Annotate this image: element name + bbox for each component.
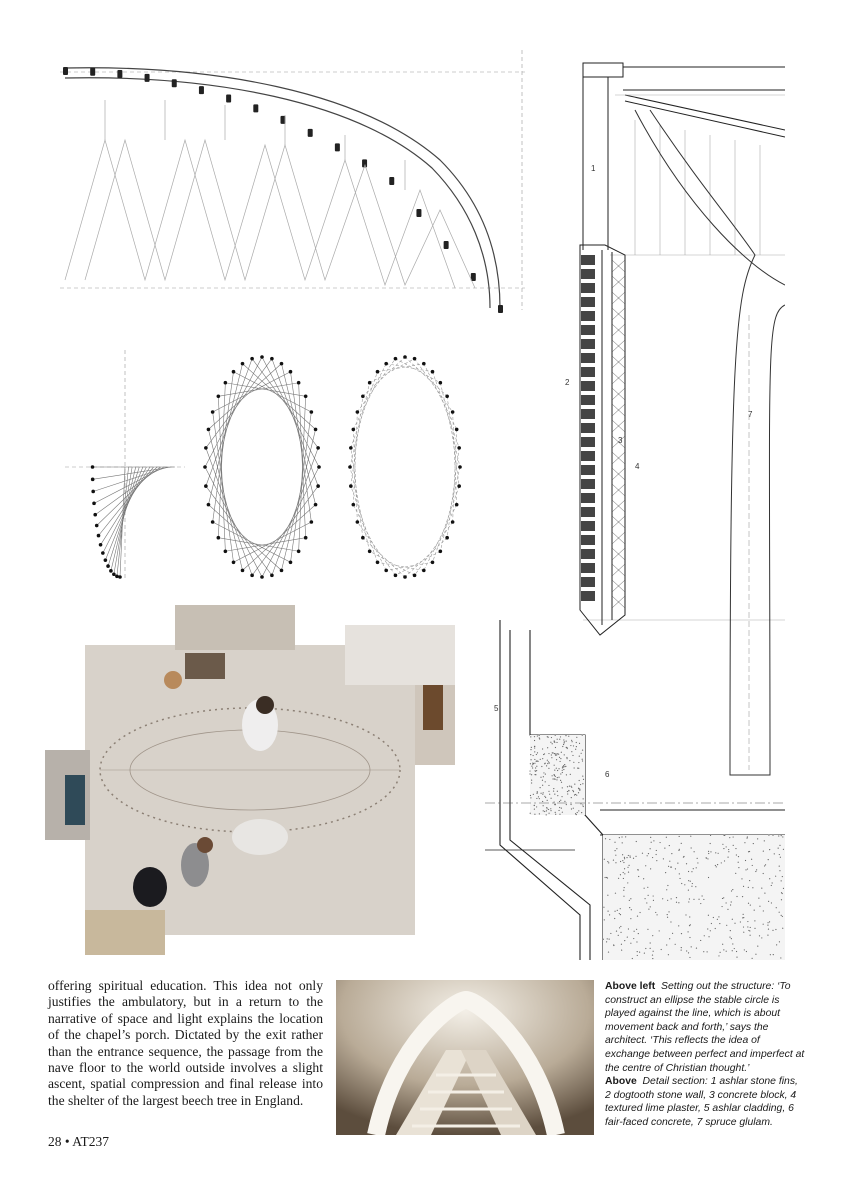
caption-above-label: Above <box>605 1076 637 1088</box>
section-label-5: 5 <box>494 704 499 713</box>
page-folio: 28 • AT237 <box>48 1134 109 1149</box>
section-label-3: 3 <box>618 436 623 445</box>
section-label-1: 1 <box>591 164 596 173</box>
caption-above-left-text: Setting out the structure: ‘To construct an ellipse the stable circle is played against the line, which is about movement back and forth,’ says the architect. ‘This reflects the idea of exchange between perfect and imperfect at the centre of Christian thought.’ <box>605 981 805 1074</box>
section-label-7: 7 <box>748 410 753 419</box>
roof-arc-drawing <box>60 50 530 320</box>
body-paragraph: offering spiritual education. This idea not only justifies the ambulatory, but in a return to the narrative of space and light explains the location of the chapel’s porch. Dictated by the exit rather than the entrance sequence, the passage from the nave floor to the world outside involves a slight ascent, spatial compression and final release into the shelter of the largest beech tree in England. <box>48 978 323 1108</box>
section-label-2: 2 <box>565 378 570 387</box>
vault-interior-photo <box>336 980 594 1135</box>
floor-photo-collage <box>45 605 455 955</box>
ellipse-setting-out-diagrams <box>60 350 470 590</box>
detail-section-drawing <box>485 55 785 960</box>
figure-caption <box>605 980 805 1130</box>
section-label-4: 4 <box>635 462 640 471</box>
caption-above-left-label: Above left <box>605 981 656 992</box>
section-label-6: 6 <box>605 770 610 779</box>
caption-above-text: Detail section: 1 ashlar stone fins, 2 dogtooth stone wall, 3 concrete block, 4 textured lime plaster, 5 ashlar cladding, 6 fair-faced concrete, 7 spruce glulam. <box>605 1076 798 1128</box>
